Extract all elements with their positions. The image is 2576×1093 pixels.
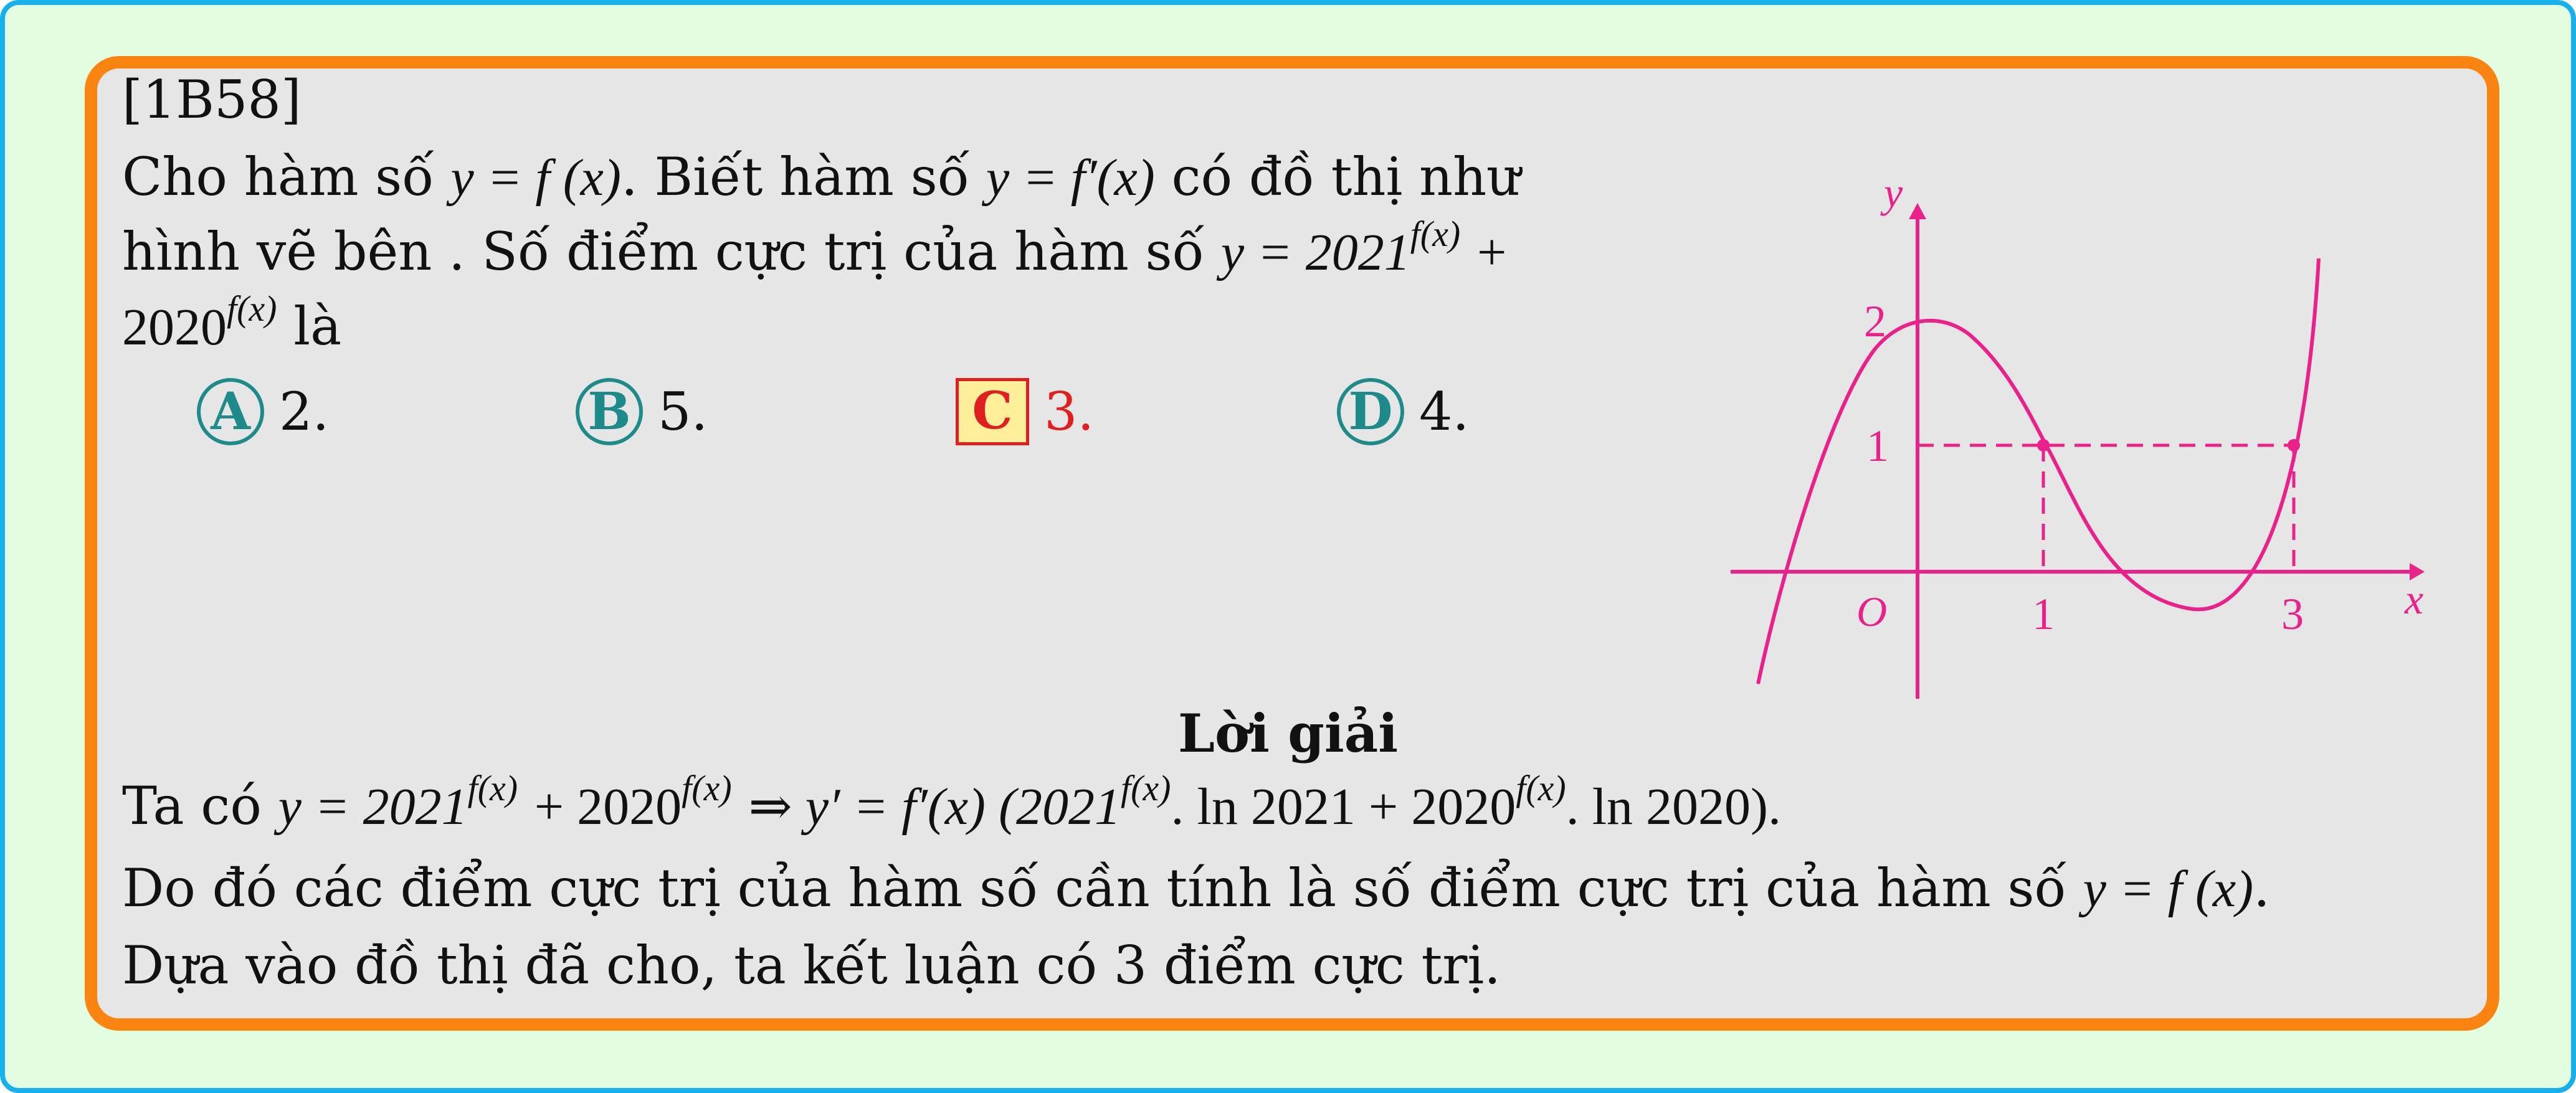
math-expression: y = f (x) [450,149,621,207]
x-axis-label: x [2405,575,2424,623]
math-expression: y = f′(x) [986,149,1155,207]
y-tick-1: 1 [1866,421,1889,471]
option-c[interactable] [956,371,1094,443]
math-expression: ⇒ y′ = f′(x) (2021 [748,778,1121,836]
exponent: f(x) [1410,214,1461,254]
math-expression: y = 2021 [278,778,468,836]
solution-title: Lời giải [1177,703,1399,764]
option-a[interactable] [197,371,329,443]
question-line-1 [122,146,1521,207]
option-b[interactable] [576,371,708,443]
problem-code: [1B58] [122,69,302,130]
math-expression: + 2020 [534,778,682,836]
question-text: là [293,296,342,357]
y-tick-2: 2 [1864,296,1886,346]
y-axis-label: y [1884,169,1903,216]
question-text: hình vẽ bên . Số điểm cực trị của hàm số [122,221,1205,282]
exponent: f(x) [682,768,732,808]
question-text: . Biết hàm số [620,146,970,207]
solution-text: Do đó các điểm cực trị của hàm số cần tính là số điểm cực trị của hàm số [122,858,2066,919]
question-line-3 [122,288,342,357]
option-c-label: C [956,378,1029,445]
math-expression: y = f (x) [2083,860,2254,918]
math-number: 2020 [122,298,227,356]
solution-line-1 [122,768,1782,836]
exponent: f(x) [1516,768,1566,808]
exponent: f(x) [227,288,277,329]
option-b-text: 5. [658,381,708,442]
solution-text: . [2253,858,2270,919]
question-text: có đồ thị như [1171,146,1521,207]
option-b-label: B [576,378,643,445]
origin-label: O [1856,588,1888,635]
y-axis-arrow-icon [1909,203,1926,219]
point-3-1 [2288,439,2300,452]
option-a-text: 2. [279,381,330,442]
math-expression: y = 2021 [1220,224,1410,282]
option-d[interactable] [1337,371,1469,443]
question-text: Cho hàm số [122,146,434,207]
question-line-2 [122,214,1507,282]
derivative-graph [1719,162,2455,710]
math-expression: . ln 2020). [1566,778,1782,836]
solution-line-2 [122,858,2270,919]
exponent: f(x) [467,768,518,808]
option-d-text: 4. [1419,381,1470,442]
option-a-label: A [197,378,264,445]
point-1-1 [2037,439,2050,452]
plus-sign: + [1476,224,1507,282]
solution-line-3: Dựa vào đồ thị đã cho, ta kết luận có 3 điểm cực trị. [122,935,1501,996]
solution-text: Ta có [122,775,262,836]
x-tick-1: 1 [2032,589,2055,639]
exponent: f(x) [1121,768,1171,808]
option-c-text: 3. [1044,381,1095,442]
option-d-label: D [1337,378,1404,445]
x-tick-3: 3 [2281,589,2304,639]
math-expression: . ln 2021 + 2020 [1171,778,1516,836]
